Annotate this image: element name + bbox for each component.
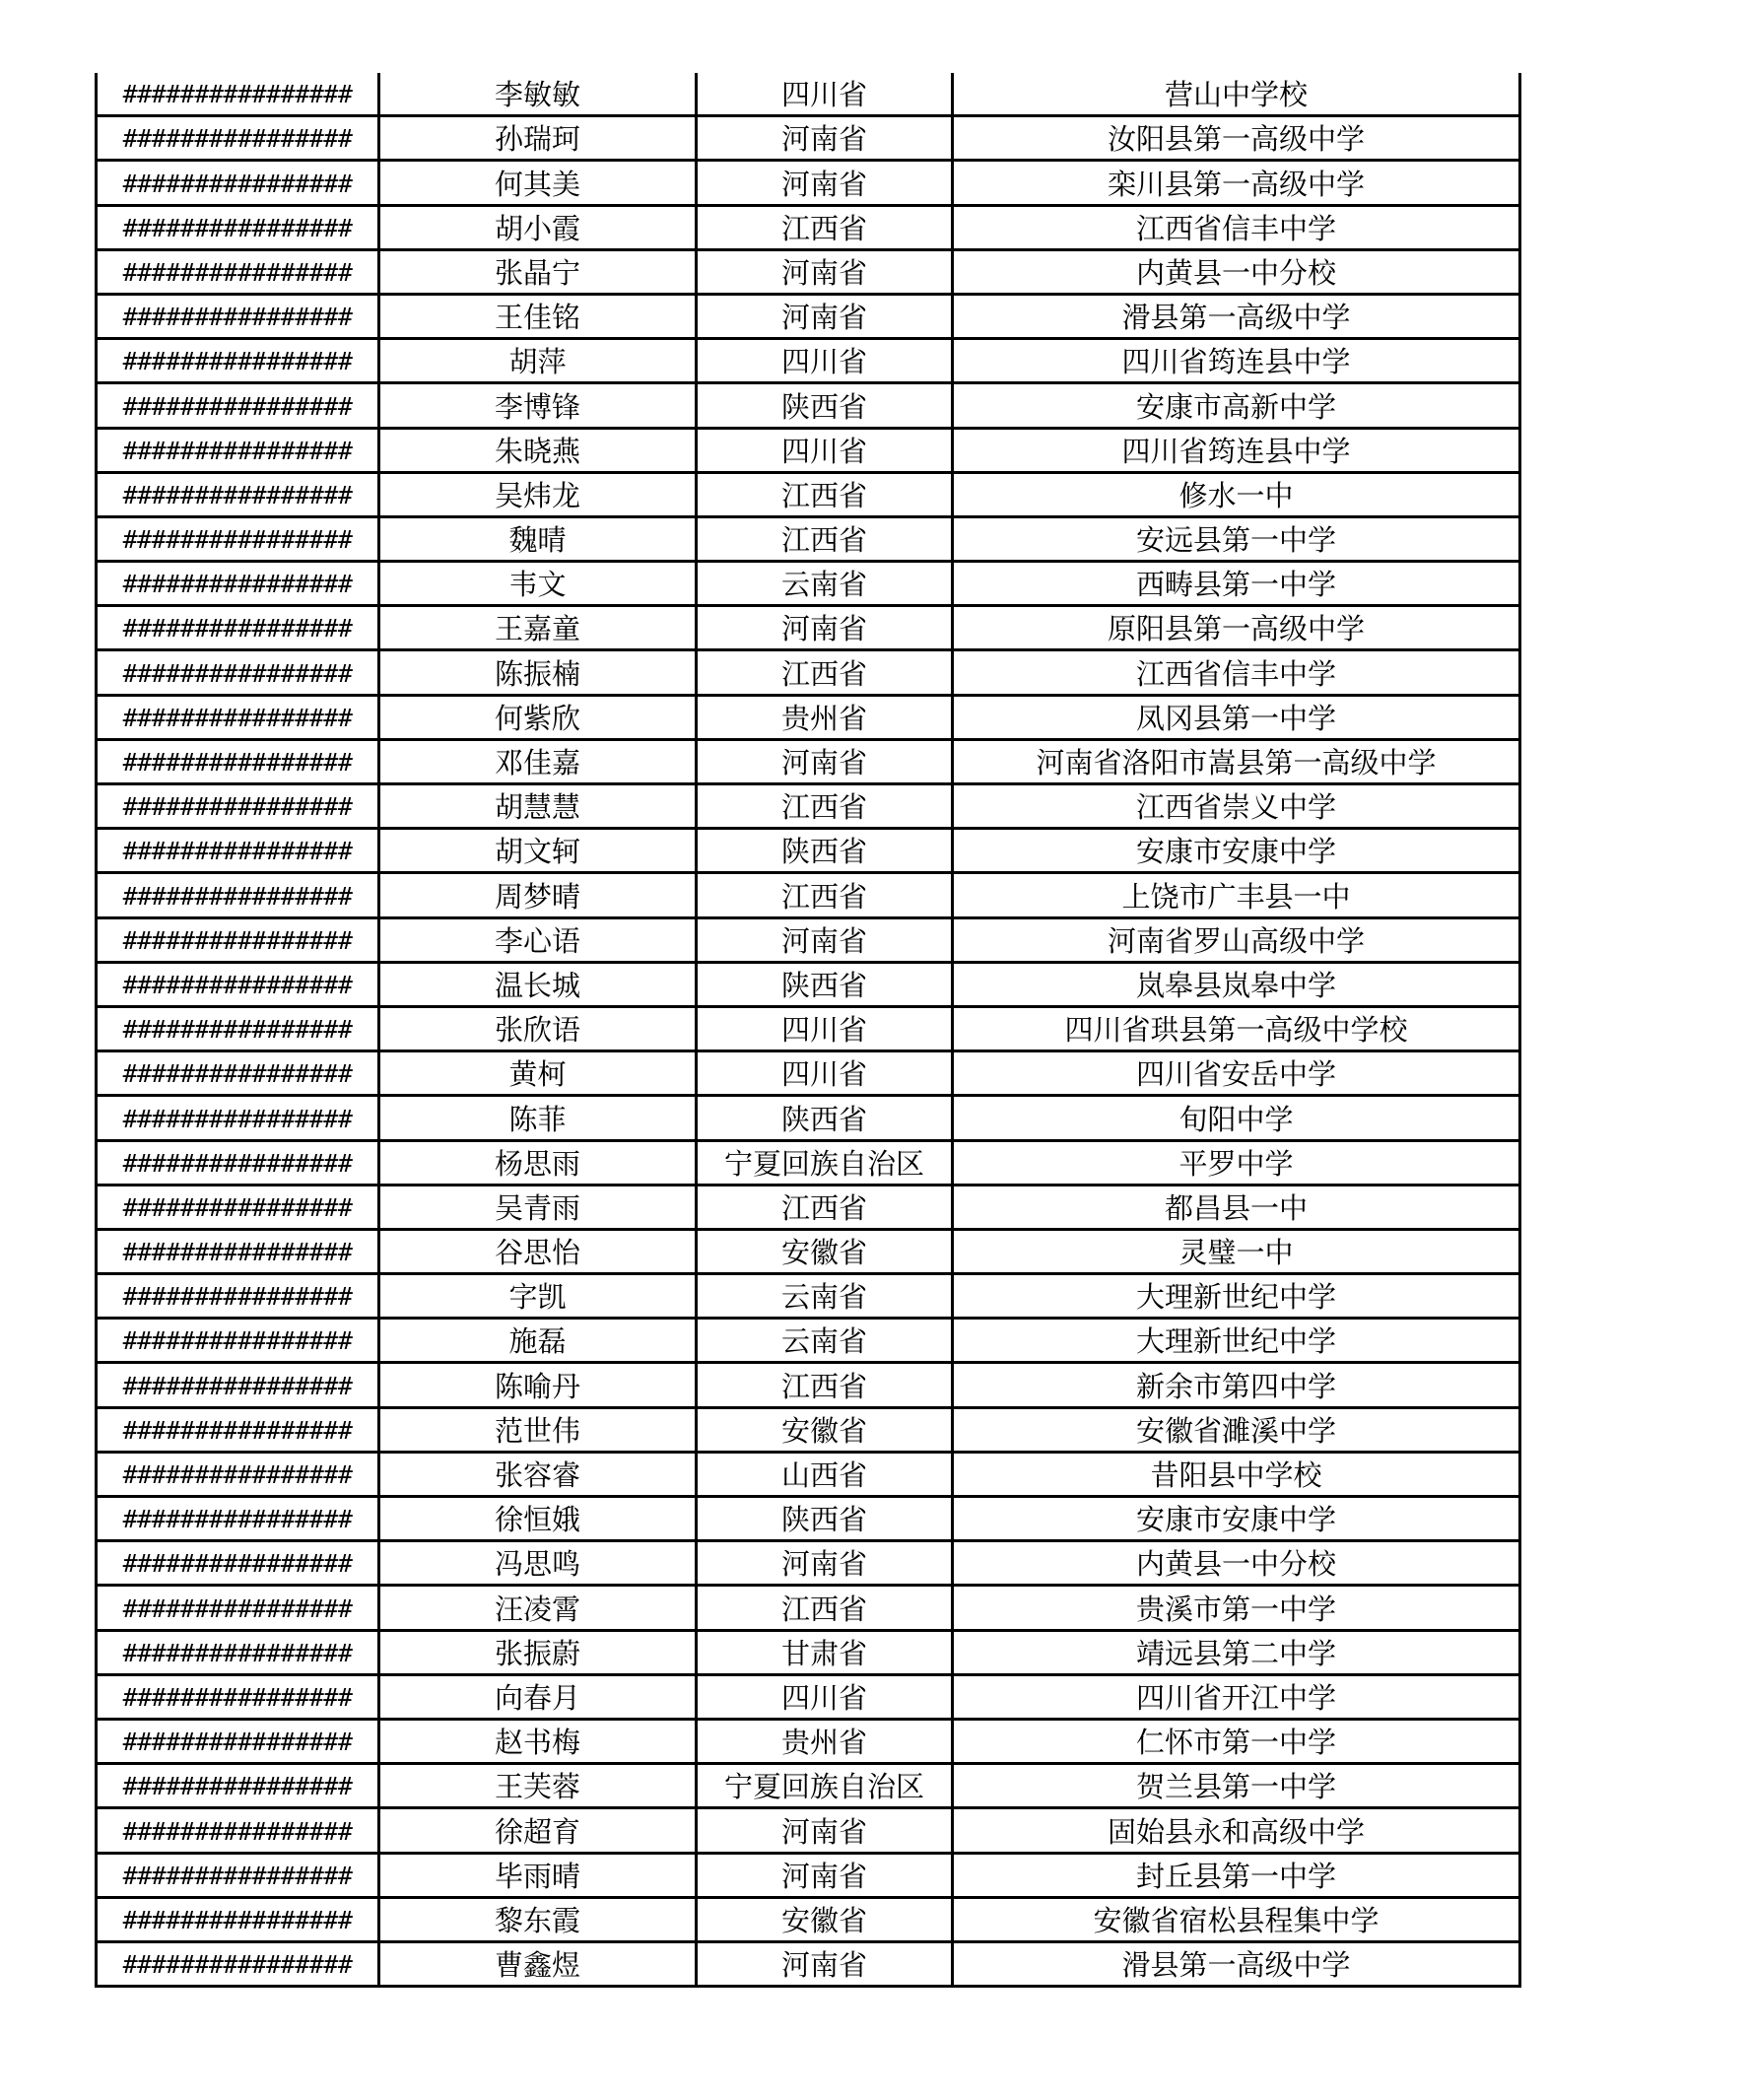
province-cell: 云南省: [697, 1319, 953, 1363]
province-cell: 四川省: [697, 1006, 953, 1050]
province-cell: 陕西省: [697, 829, 953, 873]
id-cell: ################: [97, 1941, 379, 1986]
name-cell: 施磊: [379, 1319, 697, 1363]
name-cell: 温长城: [379, 962, 697, 1006]
table-row: [97, 339, 1520, 383]
province-cell: 安徽省: [697, 1897, 953, 1941]
school-cell: 靖远县第二中学: [953, 1630, 1520, 1674]
name-cell: 李博锋: [379, 383, 697, 428]
name-cell: 朱晓燕: [379, 428, 697, 472]
school-cell: 都昌县一中: [953, 1185, 1520, 1229]
id-cell: ################: [97, 1897, 379, 1941]
table-row: [97, 695, 1520, 739]
table-row: [97, 873, 1520, 917]
table-row: [97, 962, 1520, 1006]
province-cell: 江西省: [697, 472, 953, 516]
table-row: [97, 1497, 1520, 1541]
id-cell: ################: [97, 428, 379, 472]
table-row: [97, 1764, 1520, 1808]
province-cell: 安徽省: [697, 1407, 953, 1452]
school-cell: 河南省罗山高级中学: [953, 917, 1520, 962]
province-cell: 河南省: [697, 294, 953, 338]
school-cell: 四川省安岳中学: [953, 1051, 1520, 1096]
school-cell: 安康市安康中学: [953, 1497, 1520, 1541]
table-row: [97, 472, 1520, 516]
school-cell: 安徽省濉溪中学: [953, 1407, 1520, 1452]
school-cell: 修水一中: [953, 472, 1520, 516]
id-cell: ################: [97, 161, 379, 205]
table-row: [97, 428, 1520, 472]
province-cell: 江西省: [697, 873, 953, 917]
name-cell: 黎东霞: [379, 1897, 697, 1941]
table-row: [97, 1897, 1520, 1941]
id-cell: ################: [97, 1808, 379, 1853]
id-cell: ################: [97, 294, 379, 338]
table-row: [97, 516, 1520, 561]
table-row: [97, 1051, 1520, 1096]
school-cell: 上饶市广丰县一中: [953, 873, 1520, 917]
table-row: [97, 1630, 1520, 1674]
name-cell: 魏晴: [379, 516, 697, 561]
name-cell: 赵书梅: [379, 1719, 697, 1763]
school-cell: 大理新世纪中学: [953, 1274, 1520, 1319]
school-cell: 滑县第一高级中学: [953, 1941, 1520, 1986]
id-cell: ################: [97, 606, 379, 650]
province-cell: 四川省: [697, 428, 953, 472]
school-cell: 仁怀市第一中学: [953, 1719, 1520, 1763]
school-cell: 灵璧一中: [953, 1229, 1520, 1273]
school-cell: 安康市高新中学: [953, 383, 1520, 428]
table-row: [97, 739, 1520, 783]
province-cell: 河南省: [697, 1541, 953, 1586]
school-cell: 安远县第一中学: [953, 516, 1520, 561]
id-cell: ################: [97, 205, 379, 249]
id-cell: ################: [97, 516, 379, 561]
province-cell: 四川省: [697, 1674, 953, 1719]
school-cell: 新余市第四中学: [953, 1363, 1520, 1407]
school-cell: 内黄县一中分校: [953, 1541, 1520, 1586]
school-cell: 江西省信丰中学: [953, 205, 1520, 249]
name-cell: 陈喻丹: [379, 1363, 697, 1407]
name-cell: 韦文: [379, 562, 697, 606]
province-cell: 河南省: [697, 1808, 953, 1853]
table-row: [97, 1941, 1520, 1986]
name-cell: 孙瑞珂: [379, 116, 697, 161]
school-cell: 大理新世纪中学: [953, 1319, 1520, 1363]
school-cell: 贵溪市第一中学: [953, 1586, 1520, 1630]
name-cell: 邓佳嘉: [379, 739, 697, 783]
name-cell: 范世伟: [379, 1407, 697, 1452]
name-cell: 字凯: [379, 1274, 697, 1319]
school-cell: 河南省洛阳市嵩县第一高级中学: [953, 739, 1520, 783]
school-cell: 内黄县一中分校: [953, 249, 1520, 294]
province-cell: 陕西省: [697, 1096, 953, 1140]
school-cell: 旬阳中学: [953, 1096, 1520, 1140]
table-row: [97, 116, 1520, 161]
name-cell: 吴炜龙: [379, 472, 697, 516]
name-cell: 吴青雨: [379, 1185, 697, 1229]
school-cell: 滑县第一高级中学: [953, 294, 1520, 338]
table-row: [97, 1719, 1520, 1763]
table-row: [97, 1006, 1520, 1050]
province-cell: 云南省: [697, 1274, 953, 1319]
province-cell: 甘肃省: [697, 1630, 953, 1674]
name-cell: 何紫欣: [379, 695, 697, 739]
name-cell: 李敏敏: [379, 73, 697, 116]
province-cell: 河南省: [697, 606, 953, 650]
name-cell: 王嘉童: [379, 606, 697, 650]
province-cell: 贵州省: [697, 1719, 953, 1763]
id-cell: ################: [97, 1006, 379, 1050]
table-row: [97, 1808, 1520, 1853]
table-row: [97, 917, 1520, 962]
table-row: [97, 161, 1520, 205]
id-cell: ################: [97, 1586, 379, 1630]
table-row: [97, 1407, 1520, 1452]
table-row: [97, 73, 1520, 116]
province-cell: 山西省: [697, 1452, 953, 1496]
school-cell: 安徽省宿松县程集中学: [953, 1897, 1520, 1941]
table-row: [97, 1274, 1520, 1319]
province-cell: 江西省: [697, 1185, 953, 1229]
table-row: [97, 1452, 1520, 1496]
province-cell: 宁夏回族自治区: [697, 1140, 953, 1185]
name-cell: 张欣语: [379, 1006, 697, 1050]
id-cell: ################: [97, 1229, 379, 1273]
province-cell: 陕西省: [697, 962, 953, 1006]
province-cell: 四川省: [697, 1051, 953, 1096]
school-cell: 贺兰县第一中学: [953, 1764, 1520, 1808]
name-cell: 谷思怡: [379, 1229, 697, 1273]
school-cell: 四川省筠连县中学: [953, 339, 1520, 383]
name-cell: 胡慧慧: [379, 784, 697, 829]
province-cell: 河南省: [697, 249, 953, 294]
id-cell: ################: [97, 1096, 379, 1140]
school-cell: 四川省筠连县中学: [953, 428, 1520, 472]
school-cell: 封丘县第一中学: [953, 1853, 1520, 1897]
table-row: [97, 1140, 1520, 1185]
id-cell: ################: [97, 1319, 379, 1363]
id-cell: ################: [97, 1764, 379, 1808]
school-cell: 昔阳县中学校: [953, 1452, 1520, 1496]
name-cell: 向春月: [379, 1674, 697, 1719]
table-row: [97, 650, 1520, 695]
table-row: [97, 1586, 1520, 1630]
name-cell: 张振蔚: [379, 1630, 697, 1674]
table-row: [97, 829, 1520, 873]
table-row: [97, 1319, 1520, 1363]
table-row: [97, 383, 1520, 428]
name-cell: 何其美: [379, 161, 697, 205]
table-row: [97, 606, 1520, 650]
school-cell: 营山中学校: [953, 73, 1520, 116]
province-cell: 江西省: [697, 1363, 953, 1407]
id-cell: ################: [97, 1274, 379, 1319]
name-cell: 张容睿: [379, 1452, 697, 1496]
id-cell: ################: [97, 249, 379, 294]
province-cell: 云南省: [697, 562, 953, 606]
school-cell: 江西省崇义中学: [953, 784, 1520, 829]
name-cell: 王佳铭: [379, 294, 697, 338]
school-cell: 固始县永和高级中学: [953, 1808, 1520, 1853]
name-cell: 李心语: [379, 917, 697, 962]
id-cell: ################: [97, 1853, 379, 1897]
province-cell: 陕西省: [697, 1497, 953, 1541]
name-cell: 周梦晴: [379, 873, 697, 917]
province-cell: 陕西省: [697, 383, 953, 428]
id-cell: ################: [97, 116, 379, 161]
id-cell: ################: [97, 1363, 379, 1407]
name-cell: 王芙蓉: [379, 1764, 697, 1808]
province-cell: 安徽省: [697, 1229, 953, 1273]
school-cell: 岚皋县岚皋中学: [953, 962, 1520, 1006]
id-cell: ################: [97, 472, 379, 516]
table-row: [97, 1853, 1520, 1897]
province-cell: 江西省: [697, 1586, 953, 1630]
roster-table: [95, 73, 1521, 1988]
province-cell: 河南省: [697, 1853, 953, 1897]
table-row: [97, 294, 1520, 338]
name-cell: 毕雨晴: [379, 1853, 697, 1897]
school-cell: 平罗中学: [953, 1140, 1520, 1185]
school-cell: 栾川县第一高级中学: [953, 161, 1520, 205]
id-cell: ################: [97, 339, 379, 383]
province-cell: 河南省: [697, 116, 953, 161]
id-cell: ################: [97, 1719, 379, 1763]
school-cell: 江西省信丰中学: [953, 650, 1520, 695]
table-row: [97, 205, 1520, 249]
name-cell: 杨思雨: [379, 1140, 697, 1185]
id-cell: ################: [97, 695, 379, 739]
school-cell: 西畴县第一中学: [953, 562, 1520, 606]
name-cell: 黄柯: [379, 1051, 697, 1096]
name-cell: 冯思鸣: [379, 1541, 697, 1586]
id-cell: ################: [97, 73, 379, 116]
name-cell: 胡文轲: [379, 829, 697, 873]
school-cell: 原阳县第一高级中学: [953, 606, 1520, 650]
school-cell: 四川省开江中学: [953, 1674, 1520, 1719]
province-cell: 河南省: [697, 917, 953, 962]
province-cell: 江西省: [697, 784, 953, 829]
id-cell: ################: [97, 1452, 379, 1496]
id-cell: ################: [97, 562, 379, 606]
name-cell: 陈振楠: [379, 650, 697, 695]
name-cell: 陈菲: [379, 1096, 697, 1140]
roster-table-body: [97, 73, 1520, 1987]
table-row: [97, 1363, 1520, 1407]
id-cell: ################: [97, 1674, 379, 1719]
province-cell: 宁夏回族自治区: [697, 1764, 953, 1808]
table-row: [97, 1096, 1520, 1140]
id-cell: ################: [97, 383, 379, 428]
name-cell: 汪凌霄: [379, 1586, 697, 1630]
id-cell: ################: [97, 1541, 379, 1586]
province-cell: 江西省: [697, 516, 953, 561]
school-cell: 汝阳县第一高级中学: [953, 116, 1520, 161]
province-cell: 河南省: [697, 739, 953, 783]
school-cell: 凤冈县第一中学: [953, 695, 1520, 739]
province-cell: 江西省: [697, 650, 953, 695]
province-cell: 河南省: [697, 161, 953, 205]
id-cell: ################: [97, 829, 379, 873]
name-cell: 徐超育: [379, 1808, 697, 1853]
province-cell: 四川省: [697, 339, 953, 383]
school-cell: 四川省珙县第一高级中学校: [953, 1006, 1520, 1050]
id-cell: ################: [97, 1185, 379, 1229]
province-cell: 四川省: [697, 73, 953, 116]
name-cell: 胡小霞: [379, 205, 697, 249]
table-row: [97, 1229, 1520, 1273]
id-cell: ################: [97, 739, 379, 783]
id-cell: ################: [97, 873, 379, 917]
name-cell: 曹鑫煜: [379, 1941, 697, 1986]
id-cell: ################: [97, 1051, 379, 1096]
table-row: [97, 562, 1520, 606]
id-cell: ################: [97, 1140, 379, 1185]
province-cell: 贵州省: [697, 695, 953, 739]
table-row: [97, 1185, 1520, 1229]
table-row: [97, 1541, 1520, 1586]
name-cell: 徐恒娥: [379, 1497, 697, 1541]
id-cell: ################: [97, 962, 379, 1006]
id-cell: ################: [97, 1407, 379, 1452]
id-cell: ################: [97, 917, 379, 962]
id-cell: ################: [97, 650, 379, 695]
table-row: [97, 784, 1520, 829]
province-cell: 江西省: [697, 205, 953, 249]
id-cell: ################: [97, 784, 379, 829]
id-cell: ################: [97, 1497, 379, 1541]
name-cell: 胡萍: [379, 339, 697, 383]
name-cell: 张晶宁: [379, 249, 697, 294]
table-row: [97, 1674, 1520, 1719]
id-cell: ################: [97, 1630, 379, 1674]
province-cell: 河南省: [697, 1941, 953, 1986]
table-row: [97, 249, 1520, 294]
school-cell: 安康市安康中学: [953, 829, 1520, 873]
